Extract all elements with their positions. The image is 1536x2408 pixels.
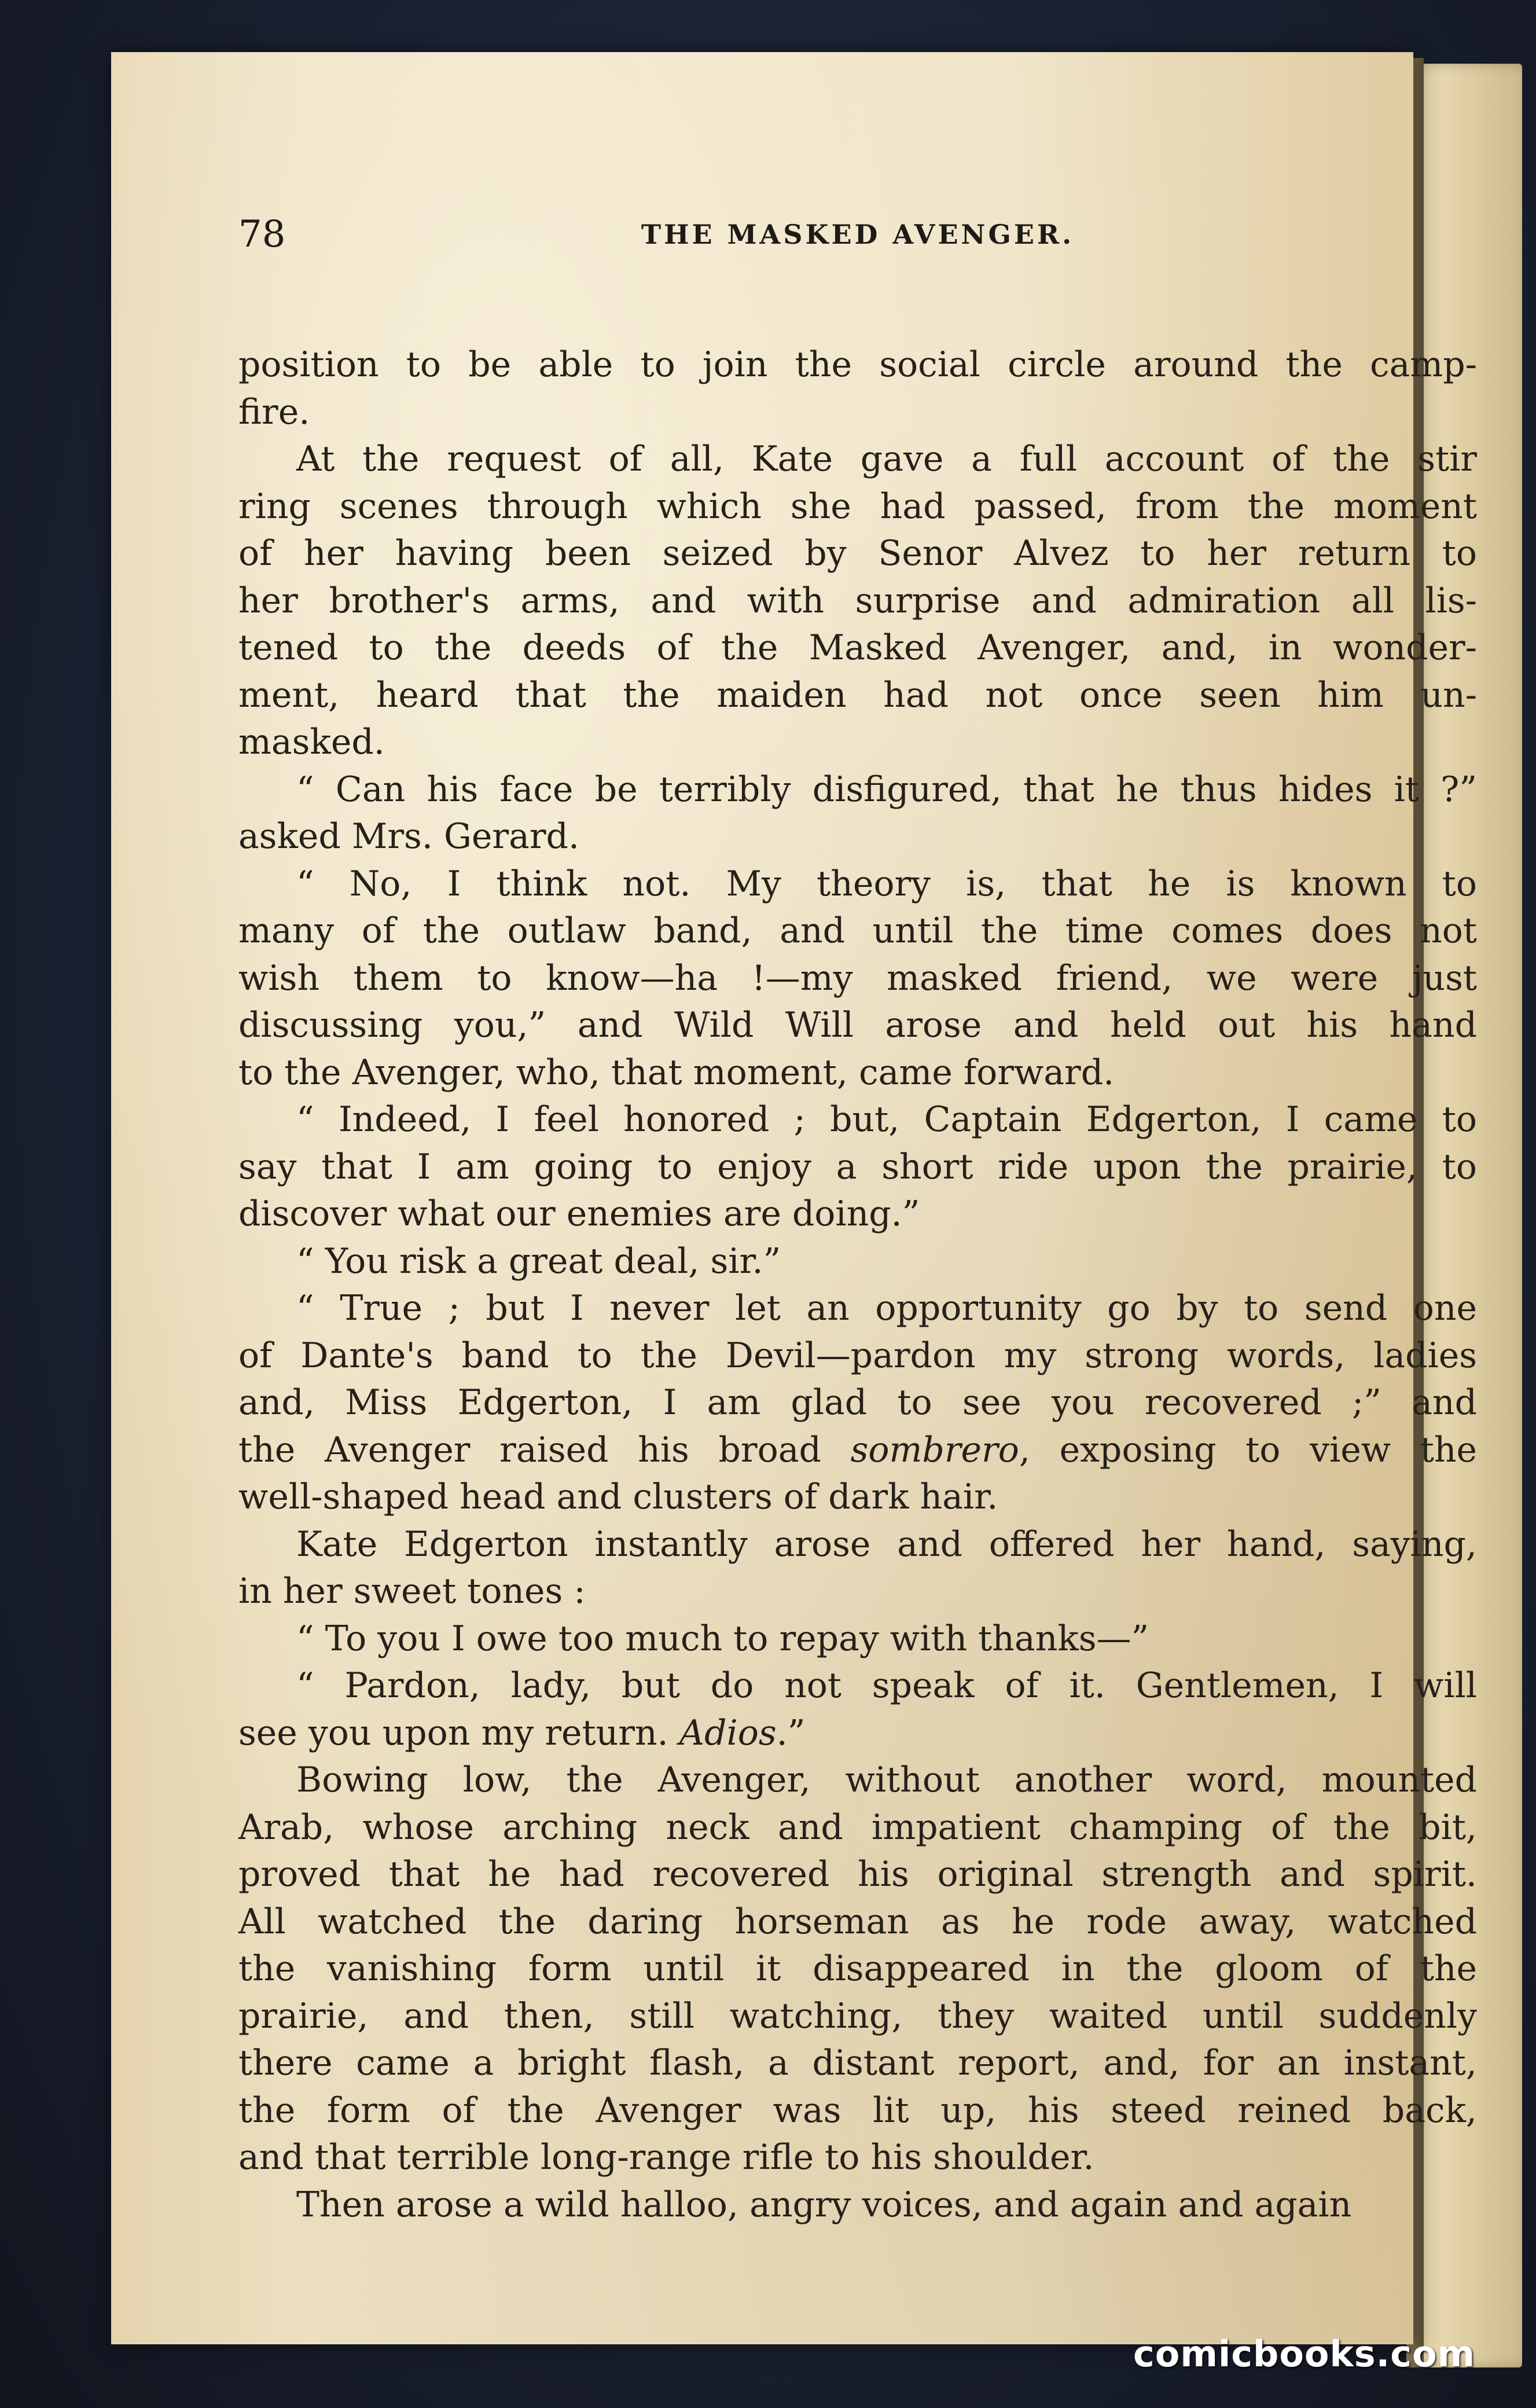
text-line: “ To you I owe too much to repay with thanks—” xyxy=(296,1618,1149,1659)
text-line: well-shaped head and clusters of dark hair. xyxy=(238,1477,998,1517)
text-line: to the Avenger, who, that moment, came forward. xyxy=(238,1052,1115,1093)
text-line: “ Can his face be terribly disfigured, that he thus hides it ?” xyxy=(296,769,1477,810)
running-head: THE MASKED AVENGER. xyxy=(641,219,1075,250)
paragraph xyxy=(238,342,1477,436)
text-line: “ You risk a great deal, sir.” xyxy=(296,1240,781,1282)
text-line: see you upon my return. Adios.” xyxy=(238,1712,806,1753)
text-line: discussing you,” and Wild Will arose and held out his hand xyxy=(238,1005,1477,1045)
text-line: ment, heard that the maiden had not once seen him un- xyxy=(238,674,1477,715)
paragraph xyxy=(238,861,1477,1097)
text-line: “ Pardon, lady, but do not speak of it. Gentlemen, I will xyxy=(296,1665,1477,1706)
text-line: her brother's arms, and with surprise and admiration all lis- xyxy=(238,580,1477,621)
text-line: At the request of all, Kate gave a full account of the stir xyxy=(296,439,1477,479)
text-line: the form of the Avenger was lit up, his steed reined back, xyxy=(238,2090,1477,2131)
text-line: Arab, whose arching neck and impatient champing of the bit, xyxy=(238,1807,1477,1848)
text-line: of her having been seized by Senor Alvez to her return to xyxy=(238,533,1477,574)
page-header xyxy=(238,203,1477,266)
text-line: the Avenger raised his broad sombrero, exposing to view the xyxy=(238,1429,1478,1470)
text-line: masked. xyxy=(238,722,385,762)
text-line: of Dante's band to the Devil—pardon my strong words, ladies xyxy=(238,1335,1477,1376)
text-line: “ No, I think not. My theory is, that he is known to xyxy=(296,863,1477,904)
paragraph xyxy=(238,1662,1477,1757)
text-line: proved that he had recovered his original strength and spirit. xyxy=(238,1854,1477,1895)
text-line: tened to the deeds of the Masked Avenger, and, in wonder- xyxy=(238,627,1477,668)
watermark: comicbooks.com xyxy=(1133,2333,1476,2375)
paragraph xyxy=(238,436,1477,766)
text-line: All watched the daring horseman as he rode away, watched xyxy=(238,1901,1477,1942)
text-line: ring scenes through which she had passed, from the moment xyxy=(238,486,1477,527)
text-line: many of the outlaw band, and until the time comes does not xyxy=(238,911,1477,951)
text-line: discover what our enemies are doing.” xyxy=(238,1194,920,1234)
text-line: position to be able to join the social circle around the camp- xyxy=(238,344,1477,385)
text-line: “ Indeed, I feel honored ; but, Captain Edgerton, I came to xyxy=(296,1099,1477,1140)
paragraph xyxy=(238,1616,1477,1663)
text-line: there came a bright flash, a distant report, and, for an instant, xyxy=(238,2043,1477,2083)
paragraph xyxy=(238,2182,1477,2229)
paragraph xyxy=(238,1757,1477,2182)
paragraph xyxy=(238,1521,1477,1616)
text-line: prairie, and then, still watching, they waited until suddenly xyxy=(238,1995,1477,2036)
text-line: Bowing low, the Avenger, without another word, mounted xyxy=(296,1760,1477,1800)
text-line: Kate Edgerton instantly arose and offered her hand, saying, xyxy=(296,1524,1477,1565)
text-line: asked Mrs. Gerard. xyxy=(238,816,580,857)
paragraph xyxy=(238,1238,1477,1286)
text-line: and that terrible long-range rifle to his shoulder. xyxy=(238,2137,1094,2178)
paragraph xyxy=(238,766,1477,861)
page-number: 78 xyxy=(238,213,286,256)
paragraph xyxy=(238,1096,1477,1238)
text-line: wish them to know—ha !—my masked friend, we were just xyxy=(238,957,1477,999)
text-line: Then arose a wild halloo, angry voices, and again and again xyxy=(296,2184,1352,2225)
text-line: say that I am going to enjoy a short ride upon the prairie, to xyxy=(238,1146,1477,1187)
text-line: in her sweet tones : xyxy=(238,1571,586,1612)
text-line: “ True ; but I never let an opportunity go by to send one xyxy=(296,1288,1477,1328)
text-line: the vanishing form until it disappeared in the gloom of the xyxy=(238,1948,1477,1989)
text-line: and, Miss Edgerton, I am glad to see you recovered ;” and xyxy=(238,1382,1477,1423)
body-text xyxy=(238,342,1477,2229)
book-page xyxy=(111,52,1478,2344)
text-line: fire. xyxy=(238,391,310,432)
paragraph xyxy=(238,1285,1477,1521)
